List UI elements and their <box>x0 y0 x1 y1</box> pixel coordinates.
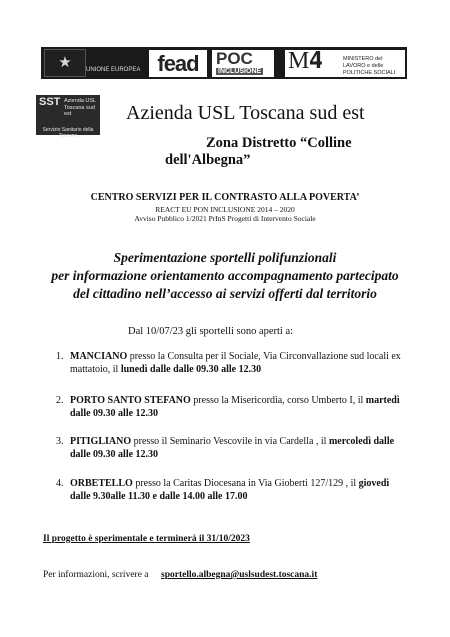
headline-line-1: Sperimentazione sportelli polifunzionali <box>113 250 337 265</box>
ministero-text: MINISTERO del LAVORO e delle POLITICHE SOCIALI <box>343 56 396 76</box>
sst-logo-foot: Servizio Sanitario della Toscana <box>42 127 94 139</box>
list-item-place: MANCIANO <box>70 351 128 362</box>
progetto-note: Il progetto è sperimentale e terminerà il 31/10/2023 <box>43 534 250 544</box>
fead-logo: fead <box>149 50 207 77</box>
list-item-place: ORBETELLO <box>70 478 133 489</box>
list-item-text: presso la Misericordia, corso Umberto I, il <box>190 395 366 406</box>
eu-flag-icon: ★ <box>44 49 86 77</box>
list-item-text: presso il Seminario Vescovile in via Cardella , il <box>131 436 329 447</box>
avviso-line: Avviso Pubblico 1/2021 PrInS Progetti di Intervento Sociale <box>134 214 316 223</box>
intro-text: Dal 10/07/23 gli sportelli sono aperti a: <box>128 326 294 337</box>
list-item-when: martedì dalle 09.30 alle 12.30 <box>70 395 400 419</box>
list-item-when: mercoledì dalle dalle 09.30 alle 12.30 <box>70 436 395 460</box>
headline-line-3: del cittadino nell’accesso ai servizi offerti dal territorio <box>73 286 377 301</box>
poc-logo-text: POC <box>216 49 253 68</box>
list-item-when: lunedì dalle dalle 09.30 alle 12.30 <box>120 363 262 375</box>
list-item <box>56 436 406 461</box>
centro-title: CENTRO SERVIZI PER IL CONTRASTO ALLA POVERTA’ <box>90 192 360 203</box>
list-item-place: PORTO SANTO STEFANO <box>70 395 191 406</box>
sst-logo <box>36 95 100 139</box>
poc-logo <box>212 50 274 77</box>
zona-line-2: dell'Albegna” <box>165 152 251 168</box>
poc-logo-sub: INCLUSIONE <box>218 68 262 75</box>
list-item <box>56 395 406 420</box>
list-item-number: 1. <box>56 351 64 362</box>
list-item-when: giovedì dalle 9.30alle 11.30 e dalle 14.00 alle 17.00 <box>70 478 390 502</box>
per-info-label: Per informazioni, scrivere a <box>43 570 149 580</box>
sst-logo-small: Azienda USL Toscana sud est <box>64 98 96 117</box>
list-item-place: PITIGLIANO <box>70 436 132 447</box>
react-line: REACT EU PON INCLUSIONE 2014 – 2020 <box>155 205 295 214</box>
list-item <box>56 478 406 503</box>
ministero-mark-icon: M𝟒 <box>288 48 323 74</box>
zona-line-1: Zona Distretto “Colline <box>206 135 352 151</box>
eu-label: UNIONE EUROPEA <box>86 67 141 73</box>
ministero-logo <box>285 50 405 77</box>
headline-line-2: per informazione orientamento accompagnamento partecipato <box>51 268 399 283</box>
list-item-text: presso la Consulta per il Sociale, Via Circonvallazione sud locali ex mattatoio, il <box>70 351 401 375</box>
list-item-number: 4. <box>56 478 64 489</box>
list-item <box>56 351 406 376</box>
page-title: Azienda USL Toscana sud est <box>126 102 365 124</box>
email-link[interactable]: sportello.albegna@uslsudest.toscana.it <box>161 570 318 580</box>
sst-logo-big: SST <box>39 96 61 108</box>
list-item-text: presso la Caritas Diocesana in Via Gioberti 127/129 , il <box>132 478 359 489</box>
list-item-number: 3. <box>56 436 64 447</box>
list-item-number: 2. <box>56 395 64 406</box>
